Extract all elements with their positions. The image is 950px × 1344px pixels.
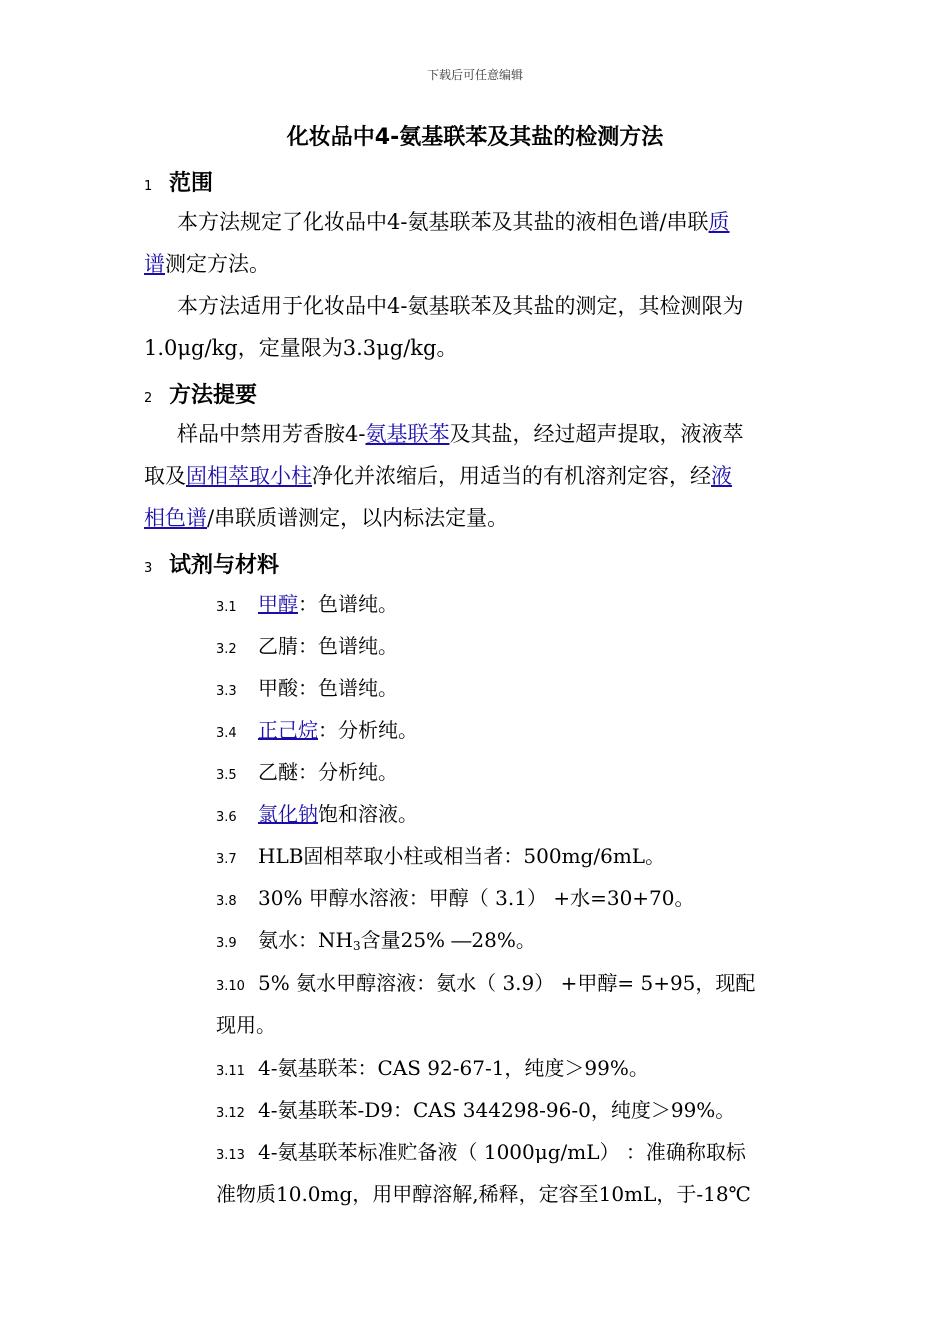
text: 净化并浓缩后，用适当的有机溶剂定容，经 — [312, 464, 711, 488]
text: 乙腈：色谱纯。 — [258, 634, 398, 658]
scope-paragraph-1-line-2 — [144, 243, 270, 285]
link-mass-spec-2[interactable]: 谱 — [144, 252, 165, 276]
item-number: 3.4 — [216, 726, 237, 741]
text: HLB固相萃取小柱或相当者：500mg/6mL。 — [258, 844, 666, 868]
section-number: 1 — [144, 179, 153, 194]
item-number: 3.8 — [216, 894, 237, 909]
text: 饱和溶液。 — [318, 802, 418, 826]
reagent-3-8 — [216, 877, 695, 923]
link-spe-column[interactable]: 固相萃取小柱 — [186, 464, 312, 488]
item-number: 3.11 — [216, 1064, 245, 1079]
text: /串联质谱测定，以内标法定量。 — [207, 506, 509, 530]
text: 4-氨基联苯标准贮备液（ 1000μg/mL） ：准确称取标 — [258, 1140, 746, 1164]
text: 样品中禁用芳香胺4- — [177, 422, 366, 446]
reagent-3-3 — [216, 667, 398, 713]
text: 及其盐，经过超声提取，液液萃 — [449, 422, 744, 446]
reagent-3-10 — [216, 962, 755, 1008]
item-number: 3.2 — [216, 642, 237, 657]
section-1-heading — [144, 166, 213, 197]
item-number: 3.9 — [216, 936, 237, 951]
text: 30% 甲醇水溶液：甲醇（ 3.1） +水=30+70。 — [258, 886, 695, 910]
text: 4-氨基联苯：CAS 92-67-1，纯度＞99%。 — [258, 1056, 649, 1080]
item-number: 3.10 — [216, 979, 245, 994]
link-sodium-chloride[interactable]: 氯化钠 — [258, 802, 318, 826]
item-number: 3.12 — [216, 1106, 245, 1121]
reagent-3-13 — [216, 1131, 746, 1177]
text: 甲酸：色谱纯。 — [258, 676, 398, 700]
section-number: 2 — [144, 391, 153, 406]
reagent-3-6 — [216, 793, 418, 839]
item-number: 3.1 — [216, 600, 237, 615]
reagent-3-7 — [216, 835, 665, 881]
section-title: 方法提要 — [169, 383, 258, 408]
header-note: 下载后可任意编辑 — [426, 68, 523, 82]
reagent-3-4 — [216, 709, 418, 755]
scope-paragraph-2-line-2: 1.0μg/kg，定量限为3.3μg/kg。 — [144, 336, 458, 360]
text: 氨水：NH — [258, 928, 353, 952]
text: ：分析纯。 — [318, 718, 418, 742]
section-number: 3 — [144, 561, 153, 576]
scope-paragraph-2-line-1: 本方法适用于化妆品中4-氨基联苯及其盐的测定，其检测限为 — [177, 294, 744, 318]
link-lc-1[interactable]: 液 — [711, 464, 732, 488]
reagent-3-2 — [216, 625, 398, 671]
item-number: 3.7 — [216, 852, 237, 867]
reagent-3-9 — [216, 919, 536, 967]
subscript: 3 — [352, 939, 361, 953]
text: 测定方法。 — [165, 252, 270, 276]
link-mass-spec-1[interactable]: 质 — [708, 210, 730, 234]
reagent-3-1 — [216, 583, 398, 629]
link-lc-2[interactable]: 相色谱 — [144, 506, 207, 530]
reagent-3-13-continued: 准物质10.0mg，用甲醇溶解,稀释，定容至10mL，于-18℃ — [216, 1182, 751, 1206]
text: 5% 氨水甲醇溶液：氨水（ 3.9） +甲醇= 5+95，现配 — [258, 971, 756, 995]
scope-paragraph-1-line-1 — [177, 201, 730, 243]
text: ：色谱纯。 — [298, 592, 398, 616]
principle-line-2 — [144, 455, 732, 497]
reagent-3-11 — [216, 1047, 649, 1093]
reagent-3-12 — [216, 1089, 735, 1135]
text: 4-氨基联苯-D9：CAS 344298-96-0，纯度＞99%。 — [258, 1098, 736, 1122]
section-2-heading — [144, 378, 257, 409]
section-title: 范围 — [169, 171, 214, 196]
reagent-3-10-continued: 现用。 — [216, 1013, 276, 1037]
text: 含量25% ―28%。 — [360, 928, 536, 952]
item-number: 3.6 — [216, 810, 237, 825]
section-title: 试剂与材料 — [169, 553, 280, 578]
link-aminobiphenyl[interactable]: 氨基联苯 — [365, 422, 450, 446]
text: 乙醚：分析纯。 — [258, 760, 398, 784]
principle-line-1 — [177, 413, 743, 455]
text: 取及 — [144, 464, 186, 488]
reagent-3-5 — [216, 751, 398, 797]
link-hexane[interactable]: 正己烷 — [258, 718, 318, 742]
text: 本方法规定了化妆品中4-氨基联苯及其盐的液相色谱/串联 — [177, 210, 709, 234]
link-methanol[interactable]: 甲醇 — [258, 592, 298, 616]
principle-line-3 — [144, 497, 508, 539]
document-title: 化妆品中4-氨基联苯及其盐的检测方法 — [286, 125, 664, 150]
section-3-heading — [144, 548, 279, 579]
item-number: 3.5 — [216, 768, 237, 783]
item-number: 3.3 — [216, 684, 237, 699]
item-number: 3.13 — [216, 1148, 245, 1163]
